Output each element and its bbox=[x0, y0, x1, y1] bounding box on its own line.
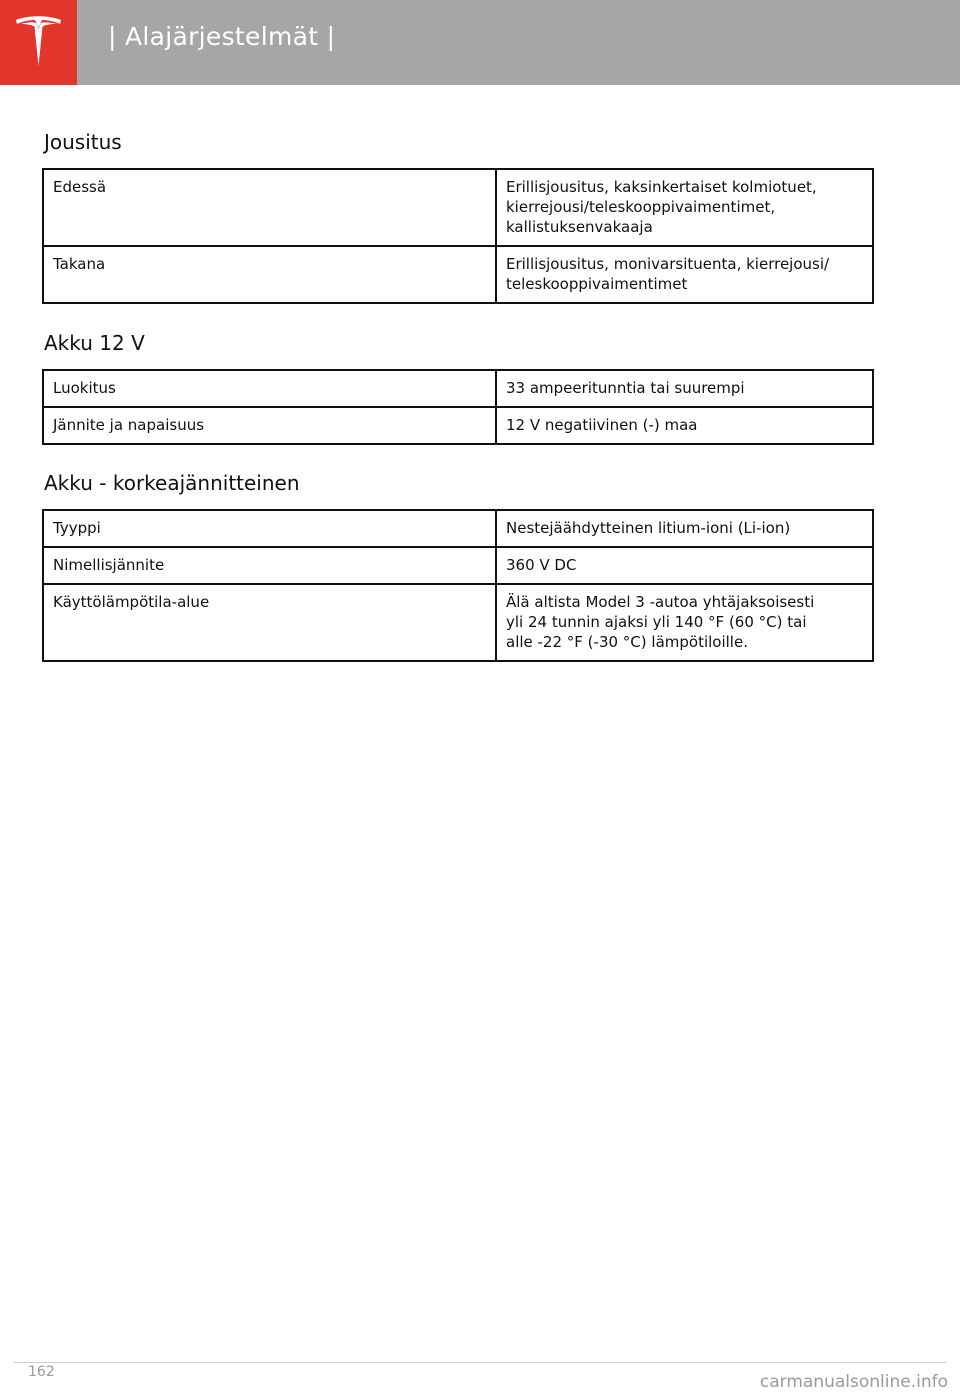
spec-table-akku-12v bbox=[42, 369, 874, 445]
spec-table-jousitus bbox=[42, 168, 874, 304]
spec-key: Käyttölämpötila-alue bbox=[43, 584, 496, 661]
spec-key: Takana bbox=[43, 246, 496, 303]
value-line: Erillisjousitus, monivarsituenta, kierrejousi/ bbox=[506, 255, 830, 273]
section-title-jousitus: Jousitus bbox=[44, 130, 122, 154]
spec-key: Luokitus bbox=[43, 370, 496, 407]
watermark: carmanualsonline.info bbox=[759, 1372, 948, 1392]
spec-key: Edessä bbox=[43, 169, 496, 246]
spec-value bbox=[496, 407, 873, 444]
table-row bbox=[43, 547, 873, 584]
section-title-akku-korkeajannitteinen: Akku - korkeajännitteinen bbox=[44, 471, 300, 495]
value-line: Nestejäähdytteinen litium-ioni (Li-ion) bbox=[506, 519, 791, 537]
value-line: 360 V DC bbox=[506, 556, 577, 574]
spec-key: Tyyppi bbox=[43, 510, 496, 547]
spec-table-akku-korkeajannitteinen bbox=[42, 509, 874, 662]
table-row bbox=[43, 370, 873, 407]
value-line: alle -22 °F (-30 °C) lämpötiloille. bbox=[506, 633, 748, 651]
page-header bbox=[0, 0, 960, 85]
value-line: 33 ampeeritunntia tai suurempi bbox=[506, 379, 745, 397]
spec-value bbox=[496, 547, 873, 584]
table-row bbox=[43, 169, 873, 246]
value-line: teleskooppivaimentimet bbox=[506, 275, 688, 293]
spec-value bbox=[496, 169, 873, 246]
section-title-akku-12v: Akku 12 V bbox=[44, 331, 145, 355]
table-row bbox=[43, 510, 873, 547]
brand-logo bbox=[0, 0, 77, 85]
table-row bbox=[43, 246, 873, 303]
spec-value bbox=[496, 584, 873, 661]
value-line: kierrejousi/teleskooppivaimentimet, bbox=[506, 198, 776, 216]
value-line: Erillisjousitus, kaksinkertaiset kolmiotuet, bbox=[506, 178, 817, 196]
spec-value bbox=[496, 510, 873, 547]
value-line: yli 24 tunnin ajaksi yli 140 °F (60 °C) tai bbox=[506, 613, 807, 631]
spec-value bbox=[496, 246, 873, 303]
page-number: 162 bbox=[28, 1364, 55, 1380]
value-line: 12 V negatiivinen (-) maa bbox=[506, 416, 698, 434]
spec-value bbox=[496, 370, 873, 407]
tesla-logo-icon bbox=[14, 14, 63, 70]
spec-key: Jännite ja napaisuus bbox=[43, 407, 496, 444]
value-line: kallistuksenvakaaja bbox=[506, 218, 653, 236]
spec-key: Nimellisjännite bbox=[43, 547, 496, 584]
table-row bbox=[43, 407, 873, 444]
page-title: | Alajärjestelmät | bbox=[108, 22, 336, 51]
table-row bbox=[43, 584, 873, 661]
footer-divider bbox=[14, 1362, 946, 1363]
value-line: Älä altista Model 3 -autoa yhtäjaksoisesti bbox=[506, 593, 815, 611]
